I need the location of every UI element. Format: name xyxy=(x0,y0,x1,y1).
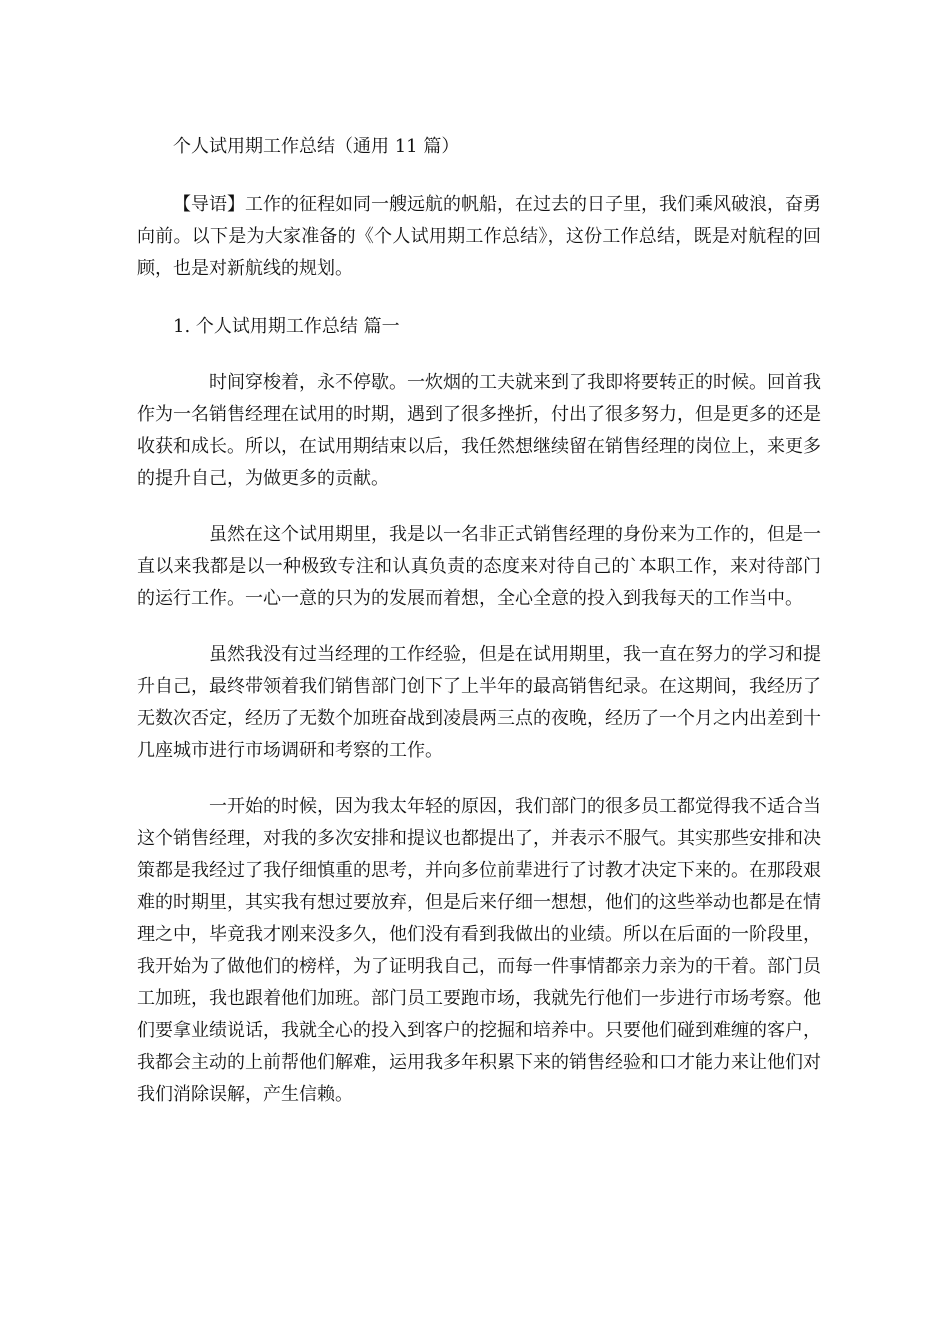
body-paragraph: 时间穿梭着，永不停歇。一炊烟的工夫就来到了我即将要转正的时候。回首我作为一名销售经理在试用的时期，遇到了很多挫折，付出了很多努力，但是更多的还是收获和成长。所以，在试用期结束以后，我任然想继续留在销售经理的岗位上，来更多的提升自己，为做更多的贡献。 xyxy=(137,372,821,489)
document-body xyxy=(137,131,821,1111)
body-paragraph: 虽然在这个试用期里，我是以一名非正式销售经理的身份来为工作的，但是一直以来我都是以一种极致专注和认真负责的态度来对待自己的`本职工作，来对待部门的运行工作。一心一意的只为的发展而着想，全心全意的投入到我每天的工作当中。 xyxy=(137,524,821,609)
body-paragraph: 一开始的时候，因为我太年轻的原因，我们部门的很多员工都觉得我不适合当这个销售经理，对我的多次安排和提议也都提出了，并表示不服气。其实那些安排和决策都是我经过了我仔细慎重的思考，并向多位前辈进行了讨教才决定下来的。在那段艰难的时期里，其实我有想过要放弃，但是后来仔细一想想，他们的这些举动也都是在情理之中，毕竟我才刚来没多久，他们没有看到我做出的业绩。所以在后面的一阶段里，我开始为了做他们的榜样，为了证明我自己，而每一件事情都亲力亲为的干着。部门员工加班，我也跟着他们加班。部门员工要跑市场，我就先行他们一步进行市场考察。他们要拿业绩说话，我就全心的投入到客户的挖掘和培养中。只要他们碰到难缠的客户，我都会主动的上前帮他们解难，运用我多年积累下来的销售经验和口才能力来让他们对我们消除误解，产生信赖。 xyxy=(137,796,821,1105)
intro-paragraph: 【导语】工作的征程如同一艘远航的帆船，在过去的日子里，我们乘风破浪，奋勇向前。以下是为大家准备的《个人试用期工作总结》，这份工作总结，既是对航程的回顾，也是对新航线的规划。 xyxy=(137,194,821,279)
body-paragraph: 虽然我没有过当经理的工作经验，但是在试用期里，我一直在努力的学习和提升自己，最终带领着我们销售部门创下了上半年的最高销售纪录。在这期间，我经历了无数次否定，经历了无数个加班奋战到凌晨两三点的夜晚，经历了一个月之内出差到十几座城市进行市场调研和考察的工作。 xyxy=(137,644,821,761)
section-heading: 1. 个人试用期工作总结 篇一 xyxy=(173,316,400,337)
document-title: 个人试用期工作总结（通用 11 篇） xyxy=(173,136,460,157)
